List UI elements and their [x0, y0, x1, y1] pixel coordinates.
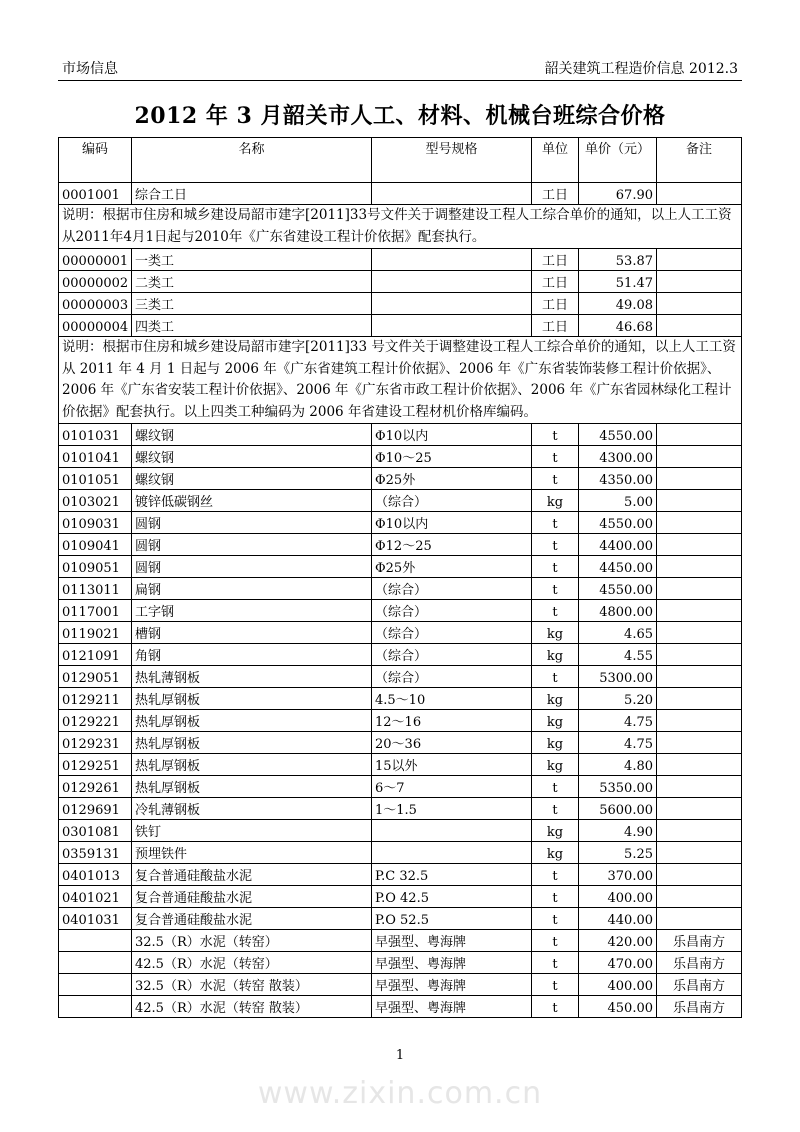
cell-name: 三类工: [132, 293, 372, 315]
cell-spec: 早强型、粤海牌: [372, 952, 532, 974]
cell-name: 热轧厚钢板: [132, 710, 372, 732]
cell-unit: t: [532, 666, 579, 688]
cell-note: [657, 622, 742, 644]
cell-unit: t: [532, 864, 579, 886]
cell-note: [657, 534, 742, 556]
cell-spec: P.O 52.5: [372, 908, 532, 930]
table-row: [59, 644, 742, 666]
cell-price: 5.20: [579, 688, 657, 710]
cell-price: 4.65: [579, 622, 657, 644]
cell-code: 0117001: [59, 600, 132, 622]
cell-price: 4300.00: [579, 446, 657, 468]
cell-spec: （综合）: [372, 644, 532, 666]
cell-unit: t: [532, 446, 579, 468]
cell-code: 00000001: [59, 249, 132, 271]
table-row: [59, 490, 742, 512]
cell-price: 420.00: [579, 930, 657, 952]
cell-note: [657, 864, 742, 886]
cell-spec: （综合）: [372, 578, 532, 600]
cell-note: [657, 842, 742, 864]
running-header-right: 韶关建筑工程造价信息 2012.3: [544, 61, 738, 77]
cell-spec: [372, 293, 532, 315]
cell-note: 乐昌南方: [657, 974, 742, 996]
cell-note: 乐昌南方: [657, 952, 742, 974]
cell-spec: 15以外: [372, 754, 532, 776]
table-row: [59, 952, 742, 974]
table-row: [59, 842, 742, 864]
cell-price: 4550.00: [579, 424, 657, 446]
cell-code: 0129251: [59, 754, 132, 776]
cell-name: 42.5（R）水泥（转窑）: [132, 952, 372, 974]
cell-name: 螺纹钢: [132, 468, 372, 490]
cell-note: [657, 798, 742, 820]
table-row: [59, 271, 742, 293]
cell-price: 4.75: [579, 710, 657, 732]
note-text: 说明：根据市住房和城乡建设局韶市建字[2011]33 号文件关于调整建设工程人工综合单价的通知，以上人工工资从 2011 年 4 月 1 日起与 2006 年《广东省建筑工程计价依据》、2006 年《广东省装饰装修工程计价依据》、2006 年《广东省安装工程计价依据》、2006 年《广东省市政工程计价依据》、2006 年《广东省园林绿化工程计价依据》配套执行。以上四类工种编码为 2006 年省建设工程材机价格库编码。: [59, 337, 742, 424]
cell-note: [657, 271, 742, 293]
table-row: [59, 930, 742, 952]
cell-note: [657, 710, 742, 732]
cell-unit: kg: [532, 688, 579, 710]
cell-unit: t: [532, 930, 579, 952]
cell-code: 0119021: [59, 622, 132, 644]
cell-note: [657, 578, 742, 600]
table-row: [59, 886, 742, 908]
cell-note: [657, 886, 742, 908]
table-row: [59, 446, 742, 468]
cell-code: 0129051: [59, 666, 132, 688]
column-header-spec: 型号规格: [372, 138, 532, 183]
cell-spec: 1～1.5: [372, 798, 532, 820]
cell-price: 4550.00: [579, 512, 657, 534]
cell-price: 4.80: [579, 754, 657, 776]
table-row: [59, 864, 742, 886]
cell-code: 0109031: [59, 512, 132, 534]
cell-code: 0121091: [59, 644, 132, 666]
cell-note: [657, 556, 742, 578]
cell-unit: t: [532, 974, 579, 996]
table-row: [59, 820, 742, 842]
cell-unit: t: [532, 798, 579, 820]
cell-name: 镀锌低碳钢丝: [132, 490, 372, 512]
cell-spec: Φ25外: [372, 468, 532, 490]
cell-note: [657, 908, 742, 930]
cell-name: 圆钢: [132, 556, 372, 578]
table-row: [59, 908, 742, 930]
cell-name: 螺纹钢: [132, 424, 372, 446]
cell-name: 复合普通硅酸盐水泥: [132, 908, 372, 930]
table-row: [59, 424, 742, 446]
table-row: [59, 732, 742, 754]
cell-price: 470.00: [579, 952, 657, 974]
cell-unit: kg: [532, 842, 579, 864]
cell-note: [657, 293, 742, 315]
cell-spec: P.C 32.5: [372, 864, 532, 886]
table-row: [59, 534, 742, 556]
cell-spec: 早强型、粤海牌: [372, 974, 532, 996]
cell-spec: 早强型、粤海牌: [372, 996, 532, 1018]
header-divider: [58, 80, 742, 81]
note-row: [59, 205, 742, 249]
cell-price: 440.00: [579, 908, 657, 930]
cell-price: 53.87: [579, 249, 657, 271]
cell-code: 0129211: [59, 688, 132, 710]
column-header-unit: 单位: [532, 138, 579, 183]
cell-code: [59, 974, 132, 996]
cell-spec: （综合）: [372, 490, 532, 512]
column-header-price: 单价（元）: [579, 138, 657, 183]
cell-name: 工字钢: [132, 600, 372, 622]
cell-name: 热轧厚钢板: [132, 732, 372, 754]
cell-spec: Φ10以内: [372, 424, 532, 446]
cell-spec: 早强型、粤海牌: [372, 930, 532, 952]
cell-price: 51.47: [579, 271, 657, 293]
cell-code: 00000003: [59, 293, 132, 315]
cell-code: 0113011: [59, 578, 132, 600]
cell-code: 0109041: [59, 534, 132, 556]
cell-name: 槽钢: [132, 622, 372, 644]
table-row: [59, 798, 742, 820]
cell-unit: kg: [532, 754, 579, 776]
page-number: 1: [395, 1048, 405, 1063]
cell-spec: （综合）: [372, 600, 532, 622]
table-row: [59, 622, 742, 644]
table-row: [59, 578, 742, 600]
column-header-code: 编码: [59, 138, 132, 183]
cell-spec: [372, 820, 532, 842]
cell-note: [657, 600, 742, 622]
cell-note: [657, 512, 742, 534]
cell-price: 4800.00: [579, 600, 657, 622]
cell-note: [657, 666, 742, 688]
cell-unit: t: [532, 424, 579, 446]
cell-code: [59, 952, 132, 974]
watermark: www.zixin.com.cn: [257, 1076, 543, 1111]
cell-spec: [372, 183, 532, 205]
cell-spec: Φ12～25: [372, 534, 532, 556]
cell-unit: 工日: [532, 315, 579, 337]
cell-code: 0109051: [59, 556, 132, 578]
cell-note: [657, 468, 742, 490]
cell-name: 热轧厚钢板: [132, 776, 372, 798]
cell-name: 32.5（R）水泥（转窑）: [132, 930, 372, 952]
cell-name: 复合普通硅酸盐水泥: [132, 886, 372, 908]
table-row: [59, 688, 742, 710]
cell-price: 5600.00: [579, 798, 657, 820]
table-row: [59, 776, 742, 798]
cell-name: 圆钢: [132, 534, 372, 556]
cell-code: 0129691: [59, 798, 132, 820]
running-header-left: 市场信息: [62, 61, 118, 77]
cell-spec: Φ25外: [372, 556, 532, 578]
table-row: [59, 293, 742, 315]
table-row: [59, 754, 742, 776]
cell-code: 0101041: [59, 446, 132, 468]
cell-unit: t: [532, 534, 579, 556]
cell-price: 5300.00: [579, 666, 657, 688]
cell-code: 0129221: [59, 710, 132, 732]
cell-name: 角钢: [132, 644, 372, 666]
cell-name: 扁钢: [132, 578, 372, 600]
cell-spec: [372, 249, 532, 271]
cell-code: 0401021: [59, 886, 132, 908]
cell-price: 450.00: [579, 996, 657, 1018]
cell-unit: 工日: [532, 183, 579, 205]
cell-name: 铁钉: [132, 820, 372, 842]
cell-name: 42.5（R）水泥（转窑 散装）: [132, 996, 372, 1018]
cell-price: 4.90: [579, 820, 657, 842]
cell-unit: t: [532, 556, 579, 578]
table-row: [59, 512, 742, 534]
cell-price: 5350.00: [579, 776, 657, 798]
cell-code: 0103021: [59, 490, 132, 512]
cell-spec: 6～7: [372, 776, 532, 798]
cell-unit: 工日: [532, 293, 579, 315]
table-row: [59, 974, 742, 996]
cell-code: 0101051: [59, 468, 132, 490]
cell-spec: P.O 42.5: [372, 886, 532, 908]
cell-code: 0401013: [59, 864, 132, 886]
cell-spec: （综合）: [372, 666, 532, 688]
cell-note: [657, 315, 742, 337]
cell-name: 四类工: [132, 315, 372, 337]
cell-code: [59, 930, 132, 952]
cell-code: 0401031: [59, 908, 132, 930]
cell-spec: [372, 842, 532, 864]
cell-note: [657, 754, 742, 776]
cell-unit: kg: [532, 710, 579, 732]
table-row: [59, 249, 742, 271]
cell-name: 圆钢: [132, 512, 372, 534]
cell-unit: kg: [532, 732, 579, 754]
table-header-row: [59, 138, 742, 183]
cell-name: 预埋铁件: [132, 842, 372, 864]
cell-code: 0301081: [59, 820, 132, 842]
cell-note: 乐昌南方: [657, 930, 742, 952]
cell-note: [657, 732, 742, 754]
cell-price: 49.08: [579, 293, 657, 315]
cell-note: [657, 688, 742, 710]
cell-name: 热轧厚钢板: [132, 754, 372, 776]
cell-unit: 工日: [532, 271, 579, 293]
cell-unit: kg: [532, 622, 579, 644]
cell-note: [657, 644, 742, 666]
cell-note: [657, 424, 742, 446]
cell-unit: t: [532, 952, 579, 974]
cell-unit: t: [532, 600, 579, 622]
cell-code: [59, 996, 132, 1018]
cell-unit: kg: [532, 644, 579, 666]
cell-unit: 工日: [532, 249, 579, 271]
page-title: 2012 年 3 月韶关市人工、材料、机械台班综合价格: [134, 103, 666, 129]
cell-note: [657, 776, 742, 798]
cell-note: [657, 249, 742, 271]
cell-name: 热轧厚钢板: [132, 688, 372, 710]
table-row: [59, 315, 742, 337]
column-header-note: 备注: [657, 138, 742, 183]
cell-name: 复合普通硅酸盐水泥: [132, 864, 372, 886]
note-text: 说明：根据市住房和城乡建设局韶市建字[2011]33号文件关于调整建设工程人工综合单价的通知，以上人工工资从2011年4月1日起与2010年《广东省建设工程计价依据》配套执行。: [59, 205, 742, 249]
table-row: [59, 183, 742, 205]
cell-spec: 4.5～10: [372, 688, 532, 710]
cell-price: 4400.00: [579, 534, 657, 556]
column-header-name: 名称: [132, 138, 372, 183]
cell-note: [657, 820, 742, 842]
cell-spec: （综合）: [372, 622, 532, 644]
cell-note: [657, 183, 742, 205]
cell-name: 二类工: [132, 271, 372, 293]
cell-unit: kg: [532, 820, 579, 842]
cell-price: 67.90: [579, 183, 657, 205]
cell-spec: Φ10以内: [372, 512, 532, 534]
cell-spec: [372, 271, 532, 293]
cell-unit: t: [532, 776, 579, 798]
cell-spec: Φ10～25: [372, 446, 532, 468]
cell-price: 5.25: [579, 842, 657, 864]
cell-unit: t: [532, 996, 579, 1018]
cell-note: [657, 446, 742, 468]
cell-price: 400.00: [579, 974, 657, 996]
cell-code: 0001001: [59, 183, 132, 205]
cell-code: 0359131: [59, 842, 132, 864]
price-table: [58, 137, 742, 1018]
cell-name: 一类工: [132, 249, 372, 271]
cell-spec: [372, 315, 532, 337]
cell-name: 热轧薄钢板: [132, 666, 372, 688]
cell-spec: 20～36: [372, 732, 532, 754]
cell-name: 32.5（R）水泥（转窑 散装）: [132, 974, 372, 996]
cell-unit: t: [532, 886, 579, 908]
cell-name: 螺纹钢: [132, 446, 372, 468]
table-row: [59, 468, 742, 490]
cell-unit: t: [532, 512, 579, 534]
cell-price: 4.55: [579, 644, 657, 666]
cell-unit: t: [532, 578, 579, 600]
table-row: [59, 666, 742, 688]
cell-unit: t: [532, 908, 579, 930]
table-row: [59, 996, 742, 1018]
cell-code: 0101031: [59, 424, 132, 446]
table-row: [59, 600, 742, 622]
cell-price: 4450.00: [579, 556, 657, 578]
cell-price: 370.00: [579, 864, 657, 886]
cell-price: 400.00: [579, 886, 657, 908]
cell-spec: 12～16: [372, 710, 532, 732]
cell-price: 4350.00: [579, 468, 657, 490]
cell-name: 冷轧薄钢板: [132, 798, 372, 820]
cell-name: 综合工日: [132, 183, 372, 205]
cell-price: 5.00: [579, 490, 657, 512]
cell-code: 0129231: [59, 732, 132, 754]
table-row: [59, 710, 742, 732]
cell-code: 0129261: [59, 776, 132, 798]
note-row: [59, 337, 742, 424]
cell-price: 4550.00: [579, 578, 657, 600]
cell-note: 乐昌南方: [657, 996, 742, 1018]
cell-price: 4.75: [579, 732, 657, 754]
cell-code: 00000002: [59, 271, 132, 293]
table-row: [59, 556, 742, 578]
cell-price: 46.68: [579, 315, 657, 337]
cell-code: 00000004: [59, 315, 132, 337]
cell-note: [657, 490, 742, 512]
cell-unit: kg: [532, 490, 579, 512]
cell-unit: t: [532, 468, 579, 490]
